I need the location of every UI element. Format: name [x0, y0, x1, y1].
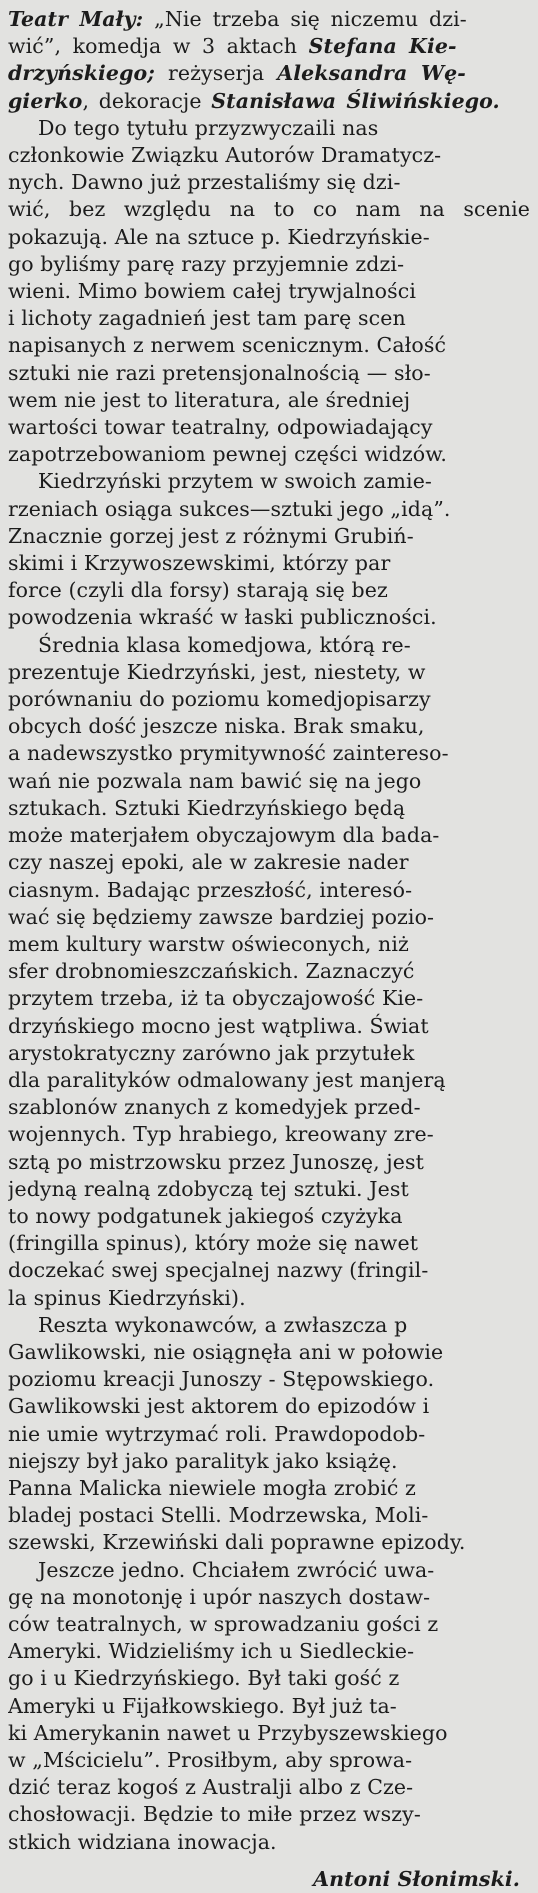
text-line: zapotrzebowaniom pewnej części widzów.: [8, 442, 448, 467]
text-line: napisanych z nerwem scenicznym. Całość: [8, 333, 447, 358]
text-line: Gawlikowski, nie osiągnęła ani w połowie: [8, 1339, 444, 1364]
text-line: sztukach. Sztuki Kiedrzyńskiego będą: [8, 795, 406, 820]
text-line: wań nie pozwala nam bawić się na jego: [8, 768, 422, 793]
text-line: stkich widziana inowacja.: [8, 1829, 277, 1854]
text-line: nych. Dawno już przestaliśmy się dzi-: [8, 170, 401, 195]
text-line: Ameryki. Widzieliśmy ich u Siedleckie-: [8, 1639, 415, 1664]
play-genre: wić”, komedja w 3 aktach: [8, 34, 298, 59]
text-line: dzić teraz kogoś z Australji albo z Cze-: [8, 1775, 414, 1800]
text-line: obcych dość jeszcze niska. Brak smaku,: [8, 714, 425, 739]
text-line: wartości towar teatralny, odpowiadający: [8, 415, 433, 440]
text-line: go i u Kiedrzyńskiego. Był taki gość z: [8, 1666, 400, 1691]
paragraph: [8, 468, 530, 631]
text-line: doczekać swej specjalnej nazwy (fringil-: [8, 1258, 429, 1283]
text-line: powodzenia wkraść w łaski publiczności.: [8, 605, 437, 630]
text-line: pokazują. Ale na sztuce p. Kiedrzyńskie-: [8, 224, 430, 249]
paragraph: [8, 1557, 530, 1856]
text-line: to nowy podgatunek jakiegoś czyżyka: [8, 1203, 403, 1228]
text-line: ciasnym. Badając przeszłość, interesó-: [8, 877, 413, 902]
play-author-continued: drzyńskiego;: [8, 61, 155, 86]
text-line: wić, bez względu na to co nam na scenie: [8, 197, 530, 222]
text-line: jedyną realną zdobyczą tej sztuki. Jest: [8, 1176, 409, 1201]
review-header: [8, 6, 530, 115]
text-line: Panna Malicka niewiele mogła zrobić z: [8, 1475, 416, 1500]
paragraph: [8, 115, 530, 469]
director-label: reżyserja: [154, 61, 278, 86]
text-line: mem kultury warstw oświeconych, niż: [8, 931, 409, 956]
text-line: a nadewszystko prymitywność zaintereso-: [8, 741, 449, 766]
text-line: Gawlikowski jest aktorem do epizodów i: [8, 1394, 430, 1419]
text-line: może materjałem obyczajowym dla bada-: [8, 823, 440, 848]
text-line: i lichoty zagadnień jest tam parę scen: [8, 306, 406, 331]
text-line: gę na monotonję i upór naszych dostaw-: [8, 1584, 431, 1609]
text-line: członkowie Związku Autorów Dramatycz-: [8, 143, 442, 168]
text-line: (fringilla spinus), który może się nawet: [8, 1231, 419, 1256]
text-line: drzyńskiego mocno jest wątpliwa. Świat: [8, 1013, 429, 1038]
text-line: szablonów znanych z komedyjek przed-: [8, 1095, 421, 1120]
designer-label: , dekoracje: [82, 88, 212, 113]
text-line: rzeniach osiąga sukces—sztuki jego „idą”.: [8, 496, 451, 521]
text-line: arystokratyczny zarówno jak przytułek: [8, 1040, 415, 1065]
text-line: chosłowacji. Będzie to miłe przez wszy-: [8, 1802, 421, 1827]
text-line: poziomu kreacji Junoszy - Stępowskiego.: [8, 1367, 435, 1392]
text-line: wieni. Mimo bowiem całej trywjalności: [8, 279, 416, 304]
director-name: Aleksandra Wę-: [277, 61, 466, 86]
text-line: w „Mścicielu”. Prosiłbym, aby sprowa-: [8, 1748, 413, 1772]
text-line: Ameryki u Fijałkowskiego. Był już ta-: [8, 1693, 397, 1718]
text-line: sfer drobnomieszczańskich. Zaznaczyć: [8, 959, 415, 984]
text-line: dla paralityków odmalowany jest manjerą: [8, 1067, 446, 1092]
text-line: wojennych. Typ hrabiego, kreowany zre-: [8, 1122, 434, 1147]
text-line: czy naszej epoki, ale w zakresie nader: [8, 850, 409, 875]
text-line: Średnia klasa komedjowa, którą re-: [38, 632, 411, 657]
text-line: go byliśmy parę razy przyjemnie zdzi-: [8, 251, 405, 276]
text-line: Kiedrzyński przytem w swoich zamie-: [38, 469, 432, 494]
paragraph: [8, 1312, 530, 1557]
text-line: skimi i Krzywoszewskimi, którzy par: [8, 551, 391, 576]
text-line: la spinus Kiedrzyński).: [8, 1285, 246, 1310]
play-author: Stefana Kie-: [308, 34, 457, 59]
text-line: Reszta wykonawców, a zwłaszcza p: [38, 1312, 408, 1337]
play-title: „Nie trzeba się niczemu dzi-: [154, 7, 467, 31]
text-line: force (czyli dla forsy) starają się bez: [8, 578, 388, 603]
designer-name: Stanisława Śliwińskiego.: [211, 88, 500, 113]
paragraph: [8, 632, 530, 1312]
text-line: ców teatralnych, w sprowadzaniu gości z: [8, 1611, 439, 1636]
text-line: sztuki nie razi pretensjonalnością — sło-: [8, 360, 431, 385]
text-line: przytem trzeba, iż ta obyczajowość Kie-: [8, 986, 424, 1011]
theatre-name: Teatr Mały:: [8, 7, 144, 31]
text-line: porównaniu do poziomu komedjopisarzy: [8, 687, 431, 712]
text-line: Jeszcze jedno. Chciałem zwrócić uwa-: [38, 1557, 435, 1582]
text-line: niejszy był jako paralityk jako książę.: [8, 1448, 398, 1473]
text-line: nie umie wytrzymać roli. Prawdopodob-: [8, 1421, 426, 1446]
text-line: sztą po mistrzowsku przez Junoszę, jest: [8, 1149, 424, 1174]
text-line: Znacznie gorzej jest z różnymi Grubiń-: [8, 523, 414, 548]
text-line: ki Amerykanin nawet u Przybyszewskiego: [8, 1720, 448, 1745]
text-line: wać się będziemy zawsze bardziej pozio-: [8, 904, 435, 929]
text-line: Do tego tytułu przyzwyczaili nas: [38, 115, 379, 140]
text-line: bladej postaci Stelli. Modrzewska, Moli-: [8, 1503, 429, 1528]
text-line: szewski, Krzewiński dali poprawne epizody.: [8, 1530, 466, 1555]
director-name-continued: gierko: [8, 88, 83, 113]
review-body: [8, 115, 530, 1856]
author-signature: Antoni Słonimski.: [313, 1866, 520, 1891]
text-line: prezentuje Kiedrzyński, jest, niestety, w: [8, 659, 426, 684]
text-line: wem nie jest to literatura, ale średniej: [8, 387, 411, 412]
